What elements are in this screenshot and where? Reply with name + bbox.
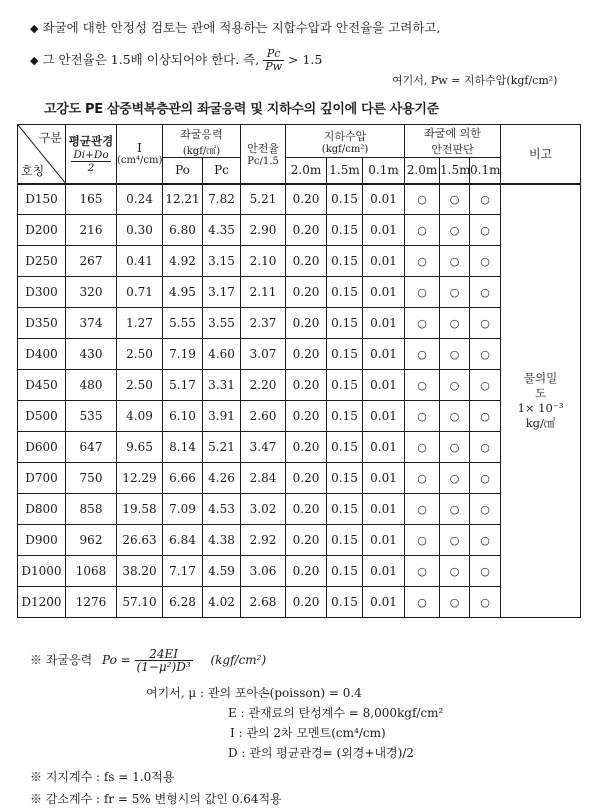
water-1-5m: 0.15: [327, 246, 363, 277]
po-value: 4.95: [163, 277, 203, 308]
mean-diameter: 1276: [66, 587, 117, 618]
water-2m: 0.20: [286, 184, 327, 215]
po-value: 6.66: [163, 463, 203, 494]
judge-2m: ○: [405, 587, 440, 618]
remark-line: 물의밀: [523, 370, 558, 385]
pipe-name: D900: [18, 525, 66, 556]
water-1-5m: 0.15: [327, 525, 363, 556]
table-row: [18, 432, 581, 463]
judge-0-1m: ○: [470, 556, 501, 587]
water-0-1m: 0.01: [363, 494, 405, 525]
mean-diameter: 374: [66, 308, 117, 339]
judge-2m: ○: [405, 463, 440, 494]
judge-0-1m: ○: [470, 339, 501, 370]
po-value: 6.80: [163, 215, 203, 246]
po-value: 8.14: [163, 432, 203, 463]
safety-factor: 2.60: [241, 401, 286, 432]
pc-value: 7.82: [203, 184, 241, 215]
moment-header: I (cm⁴/cm): [117, 125, 163, 184]
judge-2m: ○: [405, 184, 440, 215]
pc-value: 4.26: [203, 463, 241, 494]
pipe-name: D1200: [18, 587, 66, 618]
water-0-1m: 0.01: [363, 246, 405, 277]
pipe-name: D1000: [18, 556, 66, 587]
judge-depth-header: 2.0m: [405, 158, 440, 184]
judge-depth-header: 1.5m: [440, 158, 470, 184]
water-1-5m: 0.15: [327, 401, 363, 432]
intro-line-1: [30, 18, 440, 36]
water-2m: 0.20: [286, 215, 327, 246]
water-0-1m: 0.01: [363, 215, 405, 246]
water-0-1m: 0.01: [363, 556, 405, 587]
where-note: 여기서, Pw = 지하수압(kgf/cm²): [392, 74, 558, 87]
where-e: E : 관재료의 탄성계수 = 8,000kgf/cm²: [228, 706, 444, 720]
judge-depth-header: 0.1m: [470, 158, 501, 184]
judge-0-1m: ○: [470, 494, 501, 525]
pipe-name: D450: [18, 370, 66, 401]
safety-factor: 3.07: [241, 339, 286, 370]
pc-value: 3.55: [203, 308, 241, 339]
mean-diameter: 962: [66, 525, 117, 556]
judge-1-5m: ○: [440, 556, 470, 587]
safety-factor: 2.68: [241, 587, 286, 618]
po-value: 7.09: [163, 494, 203, 525]
pipe-name: D800: [18, 494, 66, 525]
judge-1-5m: ○: [440, 184, 470, 215]
safety-factor-header: 안전율 Pc/1.5: [241, 125, 286, 184]
judge-1-5m: ○: [440, 432, 470, 463]
ratio-tail: > 1.5: [288, 52, 323, 67]
water-1-5m: 0.15: [327, 556, 363, 587]
judge-1-5m: ○: [440, 587, 470, 618]
judge-1-5m: ○: [440, 401, 470, 432]
judge-2m: ○: [405, 556, 440, 587]
judge-2m: ○: [405, 370, 440, 401]
judge-1-5m: ○: [440, 525, 470, 556]
table-row: [18, 184, 581, 215]
table-row: [18, 525, 581, 556]
judge-1-5m: ○: [440, 370, 470, 401]
pipe-name: D250: [18, 246, 66, 277]
judge-2m: ○: [405, 401, 440, 432]
mean-diameter: 535: [66, 401, 117, 432]
pipe-name: D700: [18, 463, 66, 494]
safety-factor: 2.20: [241, 370, 286, 401]
water-2m: 0.20: [286, 401, 327, 432]
water-1-5m: 0.15: [327, 587, 363, 618]
judge-2m: ○: [405, 246, 440, 277]
intro-text-1: 좌굴에 대한 안정성 검토는 관에 적용하는 지합수압과 안전율을 고려하고,: [42, 20, 441, 35]
where-i: I : 관의 2차 모멘트(cm⁴/cm): [230, 726, 386, 740]
judge-1-5m: ○: [440, 215, 470, 246]
water-2m: 0.20: [286, 432, 327, 463]
water-0-1m: 0.01: [363, 401, 405, 432]
table-row: [18, 587, 581, 618]
judge-0-1m: ○: [470, 246, 501, 277]
pipe-name: D150: [18, 184, 66, 215]
safety-factor: 2.11: [241, 277, 286, 308]
table-row: [18, 494, 581, 525]
judge-1-5m: ○: [440, 494, 470, 525]
water-1-5m: 0.15: [327, 494, 363, 525]
moment: 2.50: [117, 370, 163, 401]
depth-header: 0.1m: [363, 158, 405, 184]
water-2m: 0.20: [286, 556, 327, 587]
judge-1-5m: ○: [440, 277, 470, 308]
safety-factor: 2.84: [241, 463, 286, 494]
buckling-formula: ※ 좌굴응력 Po = $\frac{24EI}{\text{(1−μ²)D³}}$ (kgf/cm²): [30, 647, 267, 674]
moment: 12.29: [117, 463, 163, 494]
judge-2m: ○: [405, 215, 440, 246]
po-value: 6.10: [163, 401, 203, 432]
moment: 38.20: [117, 556, 163, 587]
usage-criteria-table: [17, 124, 581, 618]
po-value: 5.55: [163, 308, 203, 339]
po-value: 12.21: [163, 184, 203, 215]
moment: 57.10: [117, 587, 163, 618]
moment: 2.50: [117, 339, 163, 370]
groundwater-header: 지하수압 (kgf/cm²): [286, 125, 405, 158]
table-row: [18, 339, 581, 370]
water-0-1m: 0.01: [363, 308, 405, 339]
mean-diameter: 320: [66, 277, 117, 308]
safety-factor: 2.37: [241, 308, 286, 339]
water-2m: 0.20: [286, 246, 327, 277]
po-value: 6.28: [163, 587, 203, 618]
pc-value: 5.21: [203, 432, 241, 463]
moment: 0.71: [117, 277, 163, 308]
water-1-5m: 0.15: [327, 370, 363, 401]
water-2m: 0.20: [286, 308, 327, 339]
table-row: [18, 308, 581, 339]
intro-line-2: [30, 48, 322, 73]
water-1-5m: 0.15: [327, 339, 363, 370]
judge-0-1m: ○: [470, 277, 501, 308]
water-1-5m: 0.15: [327, 308, 363, 339]
water-0-1m: 0.01: [363, 184, 405, 215]
table-row: [18, 246, 581, 277]
table-row: [18, 463, 581, 494]
mean-diameter: 430: [66, 339, 117, 370]
judge-1-5m: ○: [440, 246, 470, 277]
remark-header: 비고: [501, 125, 581, 184]
water-0-1m: 0.01: [363, 525, 405, 556]
mean-diameter: 647: [66, 432, 117, 463]
remark-cell: [501, 184, 581, 618]
water-1-5m: 0.15: [327, 432, 363, 463]
moment: 19.58: [117, 494, 163, 525]
mean-diameter: 216: [66, 215, 117, 246]
judge-1-5m: ○: [440, 339, 470, 370]
pc-value: 4.02: [203, 587, 241, 618]
moment: 0.30: [117, 215, 163, 246]
table-row: [18, 370, 581, 401]
moment: 4.09: [117, 401, 163, 432]
gubun-hoching-header: [18, 125, 66, 184]
pc-header: Pc: [203, 158, 241, 184]
safety-judgement-header: 좌굴에 의한 안전판단: [405, 125, 501, 158]
judge-2m: ○: [405, 432, 440, 463]
moment: 0.41: [117, 246, 163, 277]
judge-0-1m: ○: [470, 525, 501, 556]
pc-value: 4.35: [203, 215, 241, 246]
water-2m: 0.20: [286, 494, 327, 525]
safety-factor: 3.06: [241, 556, 286, 587]
table-row: [18, 556, 581, 587]
water-2m: 0.20: [286, 370, 327, 401]
judge-0-1m: ○: [470, 587, 501, 618]
judge-0-1m: ○: [470, 401, 501, 432]
judge-0-1m: ○: [470, 215, 501, 246]
water-0-1m: 0.01: [363, 587, 405, 618]
moment: 1.27: [117, 308, 163, 339]
po-value: 5.17: [163, 370, 203, 401]
mean-diameter: 1068: [66, 556, 117, 587]
water-0-1m: 0.01: [363, 463, 405, 494]
pc-value: 4.59: [203, 556, 241, 587]
pipe-name: D500: [18, 401, 66, 432]
remark-line: kg/㎤: [525, 415, 556, 430]
water-1-5m: 0.15: [327, 277, 363, 308]
pc-value: 4.53: [203, 494, 241, 525]
water-0-1m: 0.01: [363, 432, 405, 463]
bullet-icon: ◆: [30, 22, 39, 35]
po-value: 6.84: [163, 525, 203, 556]
water-2m: 0.20: [286, 339, 327, 370]
mean-diameter: 267: [66, 246, 117, 277]
judge-1-5m: ○: [440, 308, 470, 339]
mean-diameter: 165: [66, 184, 117, 215]
pipe-name: D400: [18, 339, 66, 370]
safety-factor: 2.92: [241, 525, 286, 556]
safety-factor: 5.21: [241, 184, 286, 215]
water-0-1m: 0.01: [363, 339, 405, 370]
judge-0-1m: ○: [470, 370, 501, 401]
reduction-factor: ※ 감소계수 : fr = 5% 변형시의 값인 0.64적용: [30, 792, 282, 806]
support-factor: ※ 지지계수 : fs = 1.0적용: [30, 770, 175, 784]
judge-0-1m: ○: [470, 184, 501, 215]
mean-diameter: 858: [66, 494, 117, 525]
pipe-name: D300: [18, 277, 66, 308]
water-1-5m: 0.15: [327, 215, 363, 246]
safety-factor: 2.90: [241, 215, 286, 246]
safety-factor: 3.47: [241, 432, 286, 463]
safety-factor: 3.02: [241, 494, 286, 525]
table-row: [18, 215, 581, 246]
pipe-name: D600: [18, 432, 66, 463]
safety-ratio: $\frac{Pc}{Pw}$: [265, 47, 283, 73]
po-value: 7.17: [163, 556, 203, 587]
depth-header: 1.5m: [327, 158, 363, 184]
table-title: 고강도 PE 삼중벽복층관의 좌굴응력 및 지하수의 깊이에 다른 사용기준: [44, 102, 439, 117]
judge-2m: ○: [405, 494, 440, 525]
judge-1-5m: ○: [440, 463, 470, 494]
pipe-name: D200: [18, 215, 66, 246]
water-0-1m: 0.01: [363, 277, 405, 308]
judge-2m: ○: [405, 308, 440, 339]
buckling-stress-header: 좌굴응력 (kgf/㎠): [163, 125, 241, 158]
judge-2m: ○: [405, 525, 440, 556]
moment: 26.63: [117, 525, 163, 556]
water-2m: 0.20: [286, 463, 327, 494]
water-1-5m: 0.15: [327, 184, 363, 215]
pc-value: 3.17: [203, 277, 241, 308]
where-d: D : 관의 평균관경= (외경+내경)/2: [228, 746, 414, 760]
po-value: 4.92: [163, 246, 203, 277]
remark-line: 1× 10⁻³: [517, 400, 564, 415]
table-row: [18, 277, 581, 308]
where-mu: 여기서, μ : 관의 포아손(poisson) = 0.4: [146, 686, 362, 700]
hoching-label: 호칭: [21, 163, 45, 178]
po-value: 7.19: [163, 339, 203, 370]
water-2m: 0.20: [286, 525, 327, 556]
safety-factor: 2.10: [241, 246, 286, 277]
pc-value: 3.15: [203, 246, 241, 277]
pc-value: 4.60: [203, 339, 241, 370]
judge-2m: ○: [405, 277, 440, 308]
water-2m: 0.20: [286, 277, 327, 308]
gubun-label: 구분: [38, 131, 62, 145]
pc-value: 3.91: [203, 401, 241, 432]
judge-0-1m: ○: [470, 463, 501, 494]
pc-value: 3.31: [203, 370, 241, 401]
mean-diameter-header: 평균관경 $\frac{Di+Do}{2}$: [66, 125, 117, 184]
judge-0-1m: ○: [470, 432, 501, 463]
moment: 0.24: [117, 184, 163, 215]
moment: 9.65: [117, 432, 163, 463]
po-header: Po: [163, 158, 203, 184]
pc-value: 4.38: [203, 525, 241, 556]
judge-2m: ○: [405, 339, 440, 370]
pipe-name: D350: [18, 308, 66, 339]
bullet-icon: ◆: [30, 54, 39, 67]
water-1-5m: 0.15: [327, 463, 363, 494]
water-2m: 0.20: [286, 587, 327, 618]
mean-diameter: 480: [66, 370, 117, 401]
mean-diameter: 750: [66, 463, 117, 494]
intro-text-2: 그 안전율은 1.5배 이상되어야 한다. 즉,: [42, 52, 260, 67]
depth-header: 2.0m: [286, 158, 327, 184]
remark-line: 도: [534, 385, 547, 400]
judge-0-1m: ○: [470, 308, 501, 339]
table-row: [18, 401, 581, 432]
water-0-1m: 0.01: [363, 370, 405, 401]
